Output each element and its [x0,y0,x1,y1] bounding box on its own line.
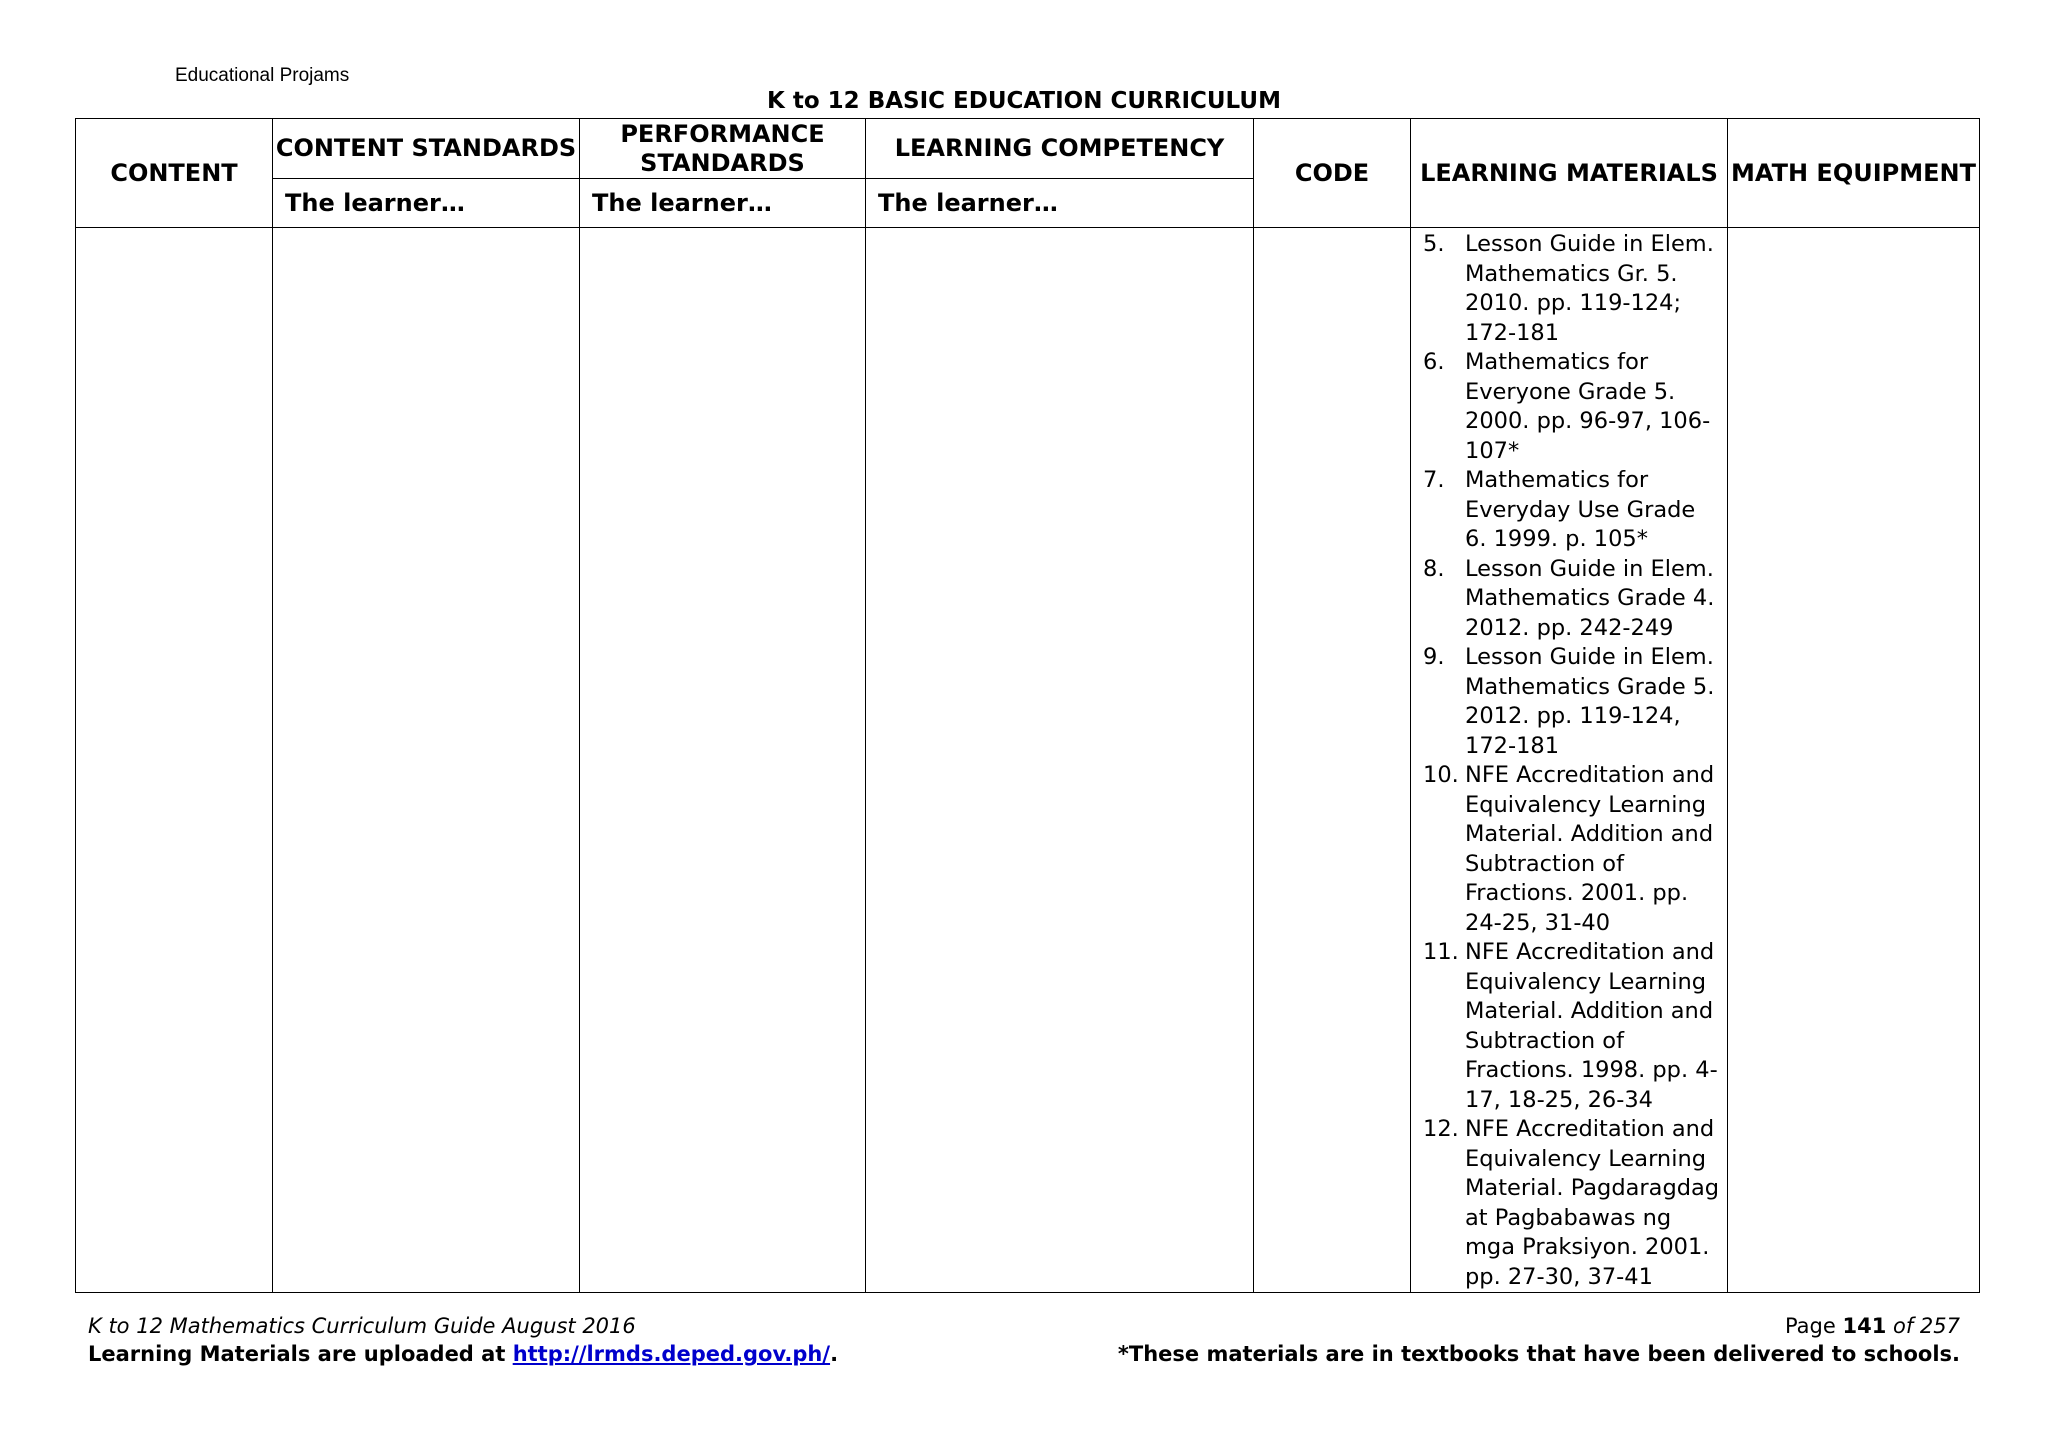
code-cell [1254,228,1411,1293]
list-item: 12. NFE Accreditation and Equivalency Learning Material. Pagdaragdag at Pagbabawas ng mga Praksiyon. 2001. pp. 27-30, 37-41 [1423,1116,1720,1290]
document-title: K to 12 BASIC EDUCATION CURRICULUM [767,88,1281,114]
list-item: 9. Lesson Guide in Elem. Mathematics Grade 5. 2012. pp. 119-124, 172-181 [1423,644,1715,759]
lrmds-link[interactable]: http://lrmds.deped.gov.ph/ [512,1342,831,1366]
learner-label-performance-standards: The learner… [580,179,866,228]
header-learning-materials: LEARNING MATERIALS [1411,119,1728,228]
learning-competency-cell [866,228,1254,1293]
content-cell [76,228,273,1293]
watermark-text: Educational Projams [175,65,350,86]
list-item: 11. NFE Accreditation and Equivalency Learning Material. Addition and Subtraction of Fractions. 1998. pp. 4-17, 18-25, 26-34 [1423,939,1718,1113]
learner-label-learning-competency: The learner… [866,179,1254,228]
math-equipment-cell [1728,228,1980,1293]
footer-upload-note: Learning Materials are uploaded at http://lrmds.deped.gov.ph/. [88,1342,839,1366]
footer-left [88,1312,838,1368]
header-code: CODE [1254,119,1411,228]
footer-textbook-note: *These materials are in textbooks that have been delivered to schools. [1117,1342,1960,1366]
content-standards-cell [273,228,580,1293]
learning-materials-cell [1411,228,1728,1293]
curriculum-table [75,118,1980,1293]
body-row [76,228,1980,1293]
header-content-standards: CONTENT STANDARDS [273,119,580,179]
header-content: CONTENT [76,119,273,228]
list-item: 6. Mathematics for Everyone Grade 5. 2000. pp. 96-97, 106-107* [1423,349,1711,464]
list-item: 7. Mathematics for Everyday Use Grade 6. 1999. p. 105* [1423,467,1696,552]
page-indicator: Page 141 of 257 [1784,1314,1960,1338]
header-math-equipment: MATH EQUIPMENT [1728,119,1980,228]
footer-right [1118,1312,1960,1368]
header-performance-standards: PERFORMANCE STANDARDS [580,119,866,179]
header-learning-competency: LEARNING COMPETENCY [866,119,1254,179]
list-item: 8. Lesson Guide in Elem. Mathematics Grade 4. 2012. pp. 242-249 [1423,555,1715,641]
learning-materials-list [1411,230,1727,1292]
list-item: 5. Lesson Guide in Elem. Mathematics Gr. 5. 2010. pp. 119-124; 172-181 [1423,231,1714,346]
footer-guide-title: K to 12 Mathematics Curriculum Guide August 2016 [88,1314,636,1338]
header-row [76,119,1980,179]
performance-standards-cell [580,228,866,1293]
learner-label-content-standards: The learner… [273,179,580,228]
list-item: 10. NFE Accreditation and Equivalency Learning Material. Addition and Subtraction of Fractions. 2001. pp. 24-25, 31-40 [1423,762,1715,936]
page-number: 141 [1842,1314,1887,1338]
